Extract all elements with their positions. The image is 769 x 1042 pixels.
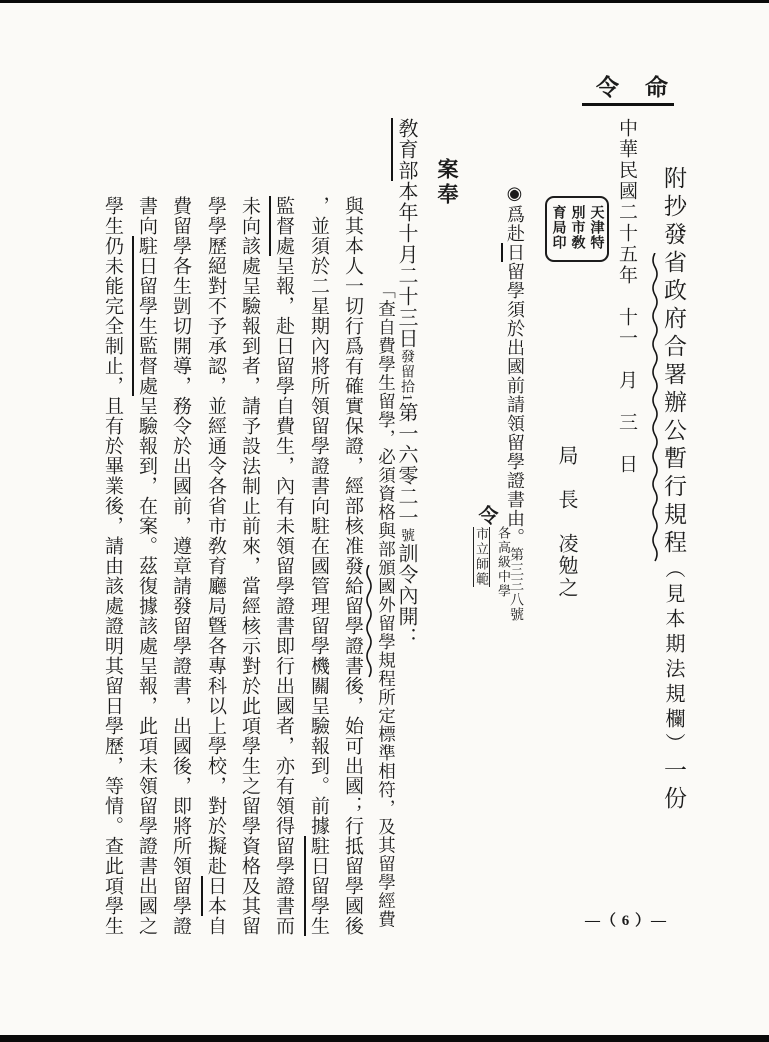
moe-date-part: 本年十月二十三日 <box>395 181 417 349</box>
body-column-8 <box>137 196 156 936</box>
recipient-municipal-normal: 市立師範 <box>474 527 489 587</box>
attachment-post: 一份 <box>661 758 686 814</box>
body-1-seg-1: 「查自費學生留學，必須資格與部頒 <box>376 281 397 577</box>
order-word: 令 <box>475 505 497 525</box>
subject-japan-marked: 日 <box>501 243 525 262</box>
subject-bullet-and-pre: ◉爲赴 <box>505 183 525 243</box>
attachment-pre: 附抄發 <box>661 166 686 250</box>
attachment-note-column <box>662 166 685 814</box>
body-column-7: 費留學各生剴切開導，務令於出國前，遵章請發留學證書，出國後，即將所領留學證 <box>170 196 191 936</box>
body-column-6 <box>206 196 225 936</box>
date-column: 中華民國二十五年 十一 月 三 日 <box>616 118 637 475</box>
ministry-name-marked: 敎育部 <box>391 118 417 181</box>
body-4-proper-noun: 監督處 <box>269 196 294 256</box>
body-8-seg-1: 書向 <box>136 196 157 236</box>
section-header-right-char: 命 <box>645 75 668 100</box>
moe-directive-column <box>396 118 416 648</box>
body-4-seg-2: 呈報，赴日留學自費生，內有未領留學證書即行出國者，亦有領得留學證書而 <box>273 256 294 936</box>
scan-bottom-edge <box>0 1035 769 1042</box>
body-3-proper-noun: 駐日留學生 <box>304 836 329 936</box>
page-number: —（ 6 ）— <box>585 913 668 929</box>
attachment-paren-note: （見本期法規欄） <box>662 558 684 758</box>
moe-directive-tail: 訓令內開： <box>395 543 417 648</box>
moe-doc-number: 第一六零二一 <box>395 402 417 528</box>
section-header-left-char: 令 <box>596 75 619 100</box>
attachment-book-title: 省政府合署辦公暫行規程 <box>661 250 686 558</box>
body-1-seg-3: 所定標準相符，及其留學經費 <box>376 688 397 929</box>
body-column-5: 未向該處呈驗報到者，請予設法制止前來，當經核示對於此項學生之留學資格及其留 <box>239 196 260 936</box>
body-8-proper-noun: 駐日留學生監督處 <box>132 236 157 396</box>
body-column-4 <box>274 196 293 936</box>
body-6-seg-3: 自 <box>205 916 226 936</box>
book-title-wavy-mark <box>651 253 659 563</box>
recipient-high-schools: 各高級中學 <box>496 526 511 599</box>
section-header-rule <box>582 103 674 106</box>
body-column-2: 與其本人一切行爲有確實保證，經部核准發給留學證書後，始可出國；行抵留學國後 <box>342 196 363 936</box>
book-title-wavy-mark-2 <box>365 565 373 679</box>
official-stamp <box>545 196 609 262</box>
moe-doc-series-small: 發留拾1 <box>399 349 414 402</box>
anfeng-label: 案奉 <box>435 158 459 208</box>
body-3-seg-1: ，並須於二星期內將所領留學證書向駐在國管理留學機關呈驗報到。前據 <box>308 196 329 836</box>
subject-rest: 留學須於出國前請領留學證書由。 <box>505 262 525 547</box>
body-1-book-title: 國外留學規程 <box>376 577 397 688</box>
body-6-proper-noun: 日本 <box>201 876 226 916</box>
body-column-3 <box>309 196 328 936</box>
body-column-9: 學生仍未能完全制止，且有於畢業後，請由該處證明其留日學歷，等情。查此項學生 <box>102 196 123 936</box>
scan-top-edge <box>0 0 769 3</box>
document-number: 第三三八號 <box>508 547 523 622</box>
body-column-1 <box>377 281 395 929</box>
moe-hao-small: 號 <box>399 528 414 543</box>
signer-column: 局 長 凌勉之 <box>555 445 577 599</box>
stamp-text: 天津特別市敎育局印 <box>550 205 604 250</box>
body-6-seg-1: 學學歷絕對不予承認，並經通令各省市敎育廳局曁各專科以上學校，對於擬赴 <box>205 196 226 876</box>
body-8-seg-3: 呈驗報到，在案。茲復據該處呈報，此項未領留學證書出國之 <box>136 396 157 936</box>
